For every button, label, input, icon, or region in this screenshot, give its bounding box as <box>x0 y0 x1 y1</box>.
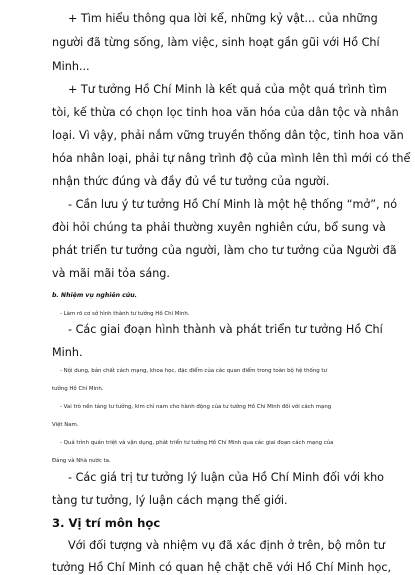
text-line: + Tư tưởng Hồ Chí Minh là kết quả của một quá trình tìm <box>68 83 387 96</box>
text-line: Minh... <box>52 60 90 73</box>
text-line: nhận thức đúng và đầy đủ về tư tưởng của người. <box>52 175 330 188</box>
text-line: tàng tư tưởng, lý luận cách mạng thế giới. <box>52 494 288 507</box>
text-line: tòi, kế thừa có chọn lọc tinh hoa văn hóa của dân tộc và nhân <box>52 106 399 119</box>
small-text-line: - Làm rõ cơ sở hình thành tư tưởng Hồ Chí Minh. <box>60 311 190 317</box>
section-heading: 3. Vị trí môn học <box>52 516 161 530</box>
small-text-line: - Quá trình quán triệt và vận dụng, phát triển tư tưởng Hồ Chí Minh qua các giai đoạn cách mạng của <box>60 440 334 446</box>
text-line: - Cần lưu ý tư tưởng Hồ Chí Minh là một hệ thống “mở”, nó <box>68 198 398 211</box>
small-text-line: Việt Nam. <box>52 422 79 428</box>
text-line: hóa nhân loại, phải tự nâng trình độ của mình lên thì mới có thể <box>52 152 411 165</box>
small-text-line: - Vai trò nền tảng tư tưởng, kim chỉ nam cho hành động của tư tưởng Hồ Chí Minh đối với cách mạng <box>60 404 332 410</box>
text-line: tưởng Hồ Chí Minh có quan hệ chặt chẽ với Hồ Chí Minh học, <box>52 561 392 574</box>
text-line: phát triển tư tưởng của người, làm cho tư tưởng của Người đã <box>52 244 397 257</box>
text-line: đòi hỏi chúng ta phải thường xuyên nghiên cứu, bổ sung và <box>52 221 386 234</box>
small-text-line: Đảng và Nhà nước ta. <box>52 458 111 464</box>
text-line: và mãi mãi tỏa sáng. <box>52 267 170 280</box>
small-text-line: tưởng Hồ Chí Minh. <box>52 386 104 392</box>
small-text-line: - Nội dung, bản chất cách mạng, khoa học, đặc điểm của các quan điểm trong toàn bộ hệ thống tư <box>60 368 327 374</box>
subheading-b: b. Nhiệm vụ nghiên cứu. <box>52 292 137 299</box>
text-line: Minh. <box>52 346 83 359</box>
text-line: - Các giai đoạn hình thành và phát triển tư tưởng Hồ Chí <box>68 323 383 336</box>
text-line: loại. Vì vậy, phải nắm vững truyền thống dân tộc, tinh hoa văn <box>52 129 404 142</box>
text-line: Với đối tượng và nhiệm vụ đã xác định ở trên, bộ môn tư <box>68 539 386 552</box>
text-line: + Tìm hiểu thông qua lời kể, những kỷ vật... của những <box>68 12 378 25</box>
text-line: người đã từng sống, làm việc, sinh hoạt gần gũi với Hồ Chí <box>52 36 380 49</box>
text-line: - Các giá trị tư tưởng lý luận của Hồ Chí Minh đối với kho <box>68 471 385 484</box>
